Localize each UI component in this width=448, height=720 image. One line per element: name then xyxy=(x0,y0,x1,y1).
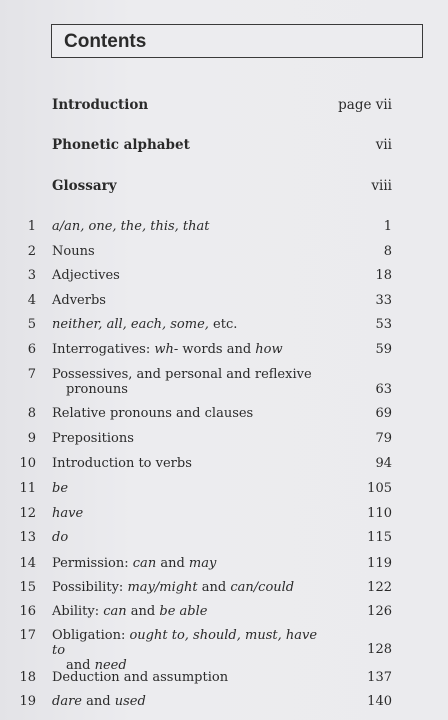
chapter-title xyxy=(52,506,332,521)
front-item-page: viii xyxy=(371,178,392,194)
chapter-title-part: wh- xyxy=(154,342,179,357)
chapter-number: 18 xyxy=(19,670,36,685)
chapter-number: 11 xyxy=(19,481,36,496)
chapter-number: 1 xyxy=(27,219,36,234)
front-item-introduction[interactable] xyxy=(52,97,392,113)
chapter-title-part: be xyxy=(52,481,69,496)
chapter-title-part: etc. xyxy=(208,317,238,332)
chapter-title-continuation: pronouns xyxy=(66,382,128,397)
chapter-title xyxy=(52,604,332,619)
chapter-number: 2 xyxy=(27,244,36,259)
chapter-title-part: Relative pronouns and clauses xyxy=(52,406,254,421)
chapter-title xyxy=(52,244,332,259)
chapter-title xyxy=(52,431,332,446)
chapter-title xyxy=(52,556,332,571)
chapter-title-part: words and xyxy=(178,342,256,357)
chapter-page-number: 115 xyxy=(367,530,392,545)
chapter-title-part: be able xyxy=(159,604,208,619)
chapter-page-number: 8 xyxy=(383,244,392,259)
chapter-number: 8 xyxy=(27,406,36,421)
front-item-label: Introduction xyxy=(52,97,149,113)
chapter-page-number: 122 xyxy=(367,580,392,595)
chapter-title-part: ought to, should, must, have to xyxy=(52,628,318,658)
chapter-title-part: Permission: xyxy=(52,556,133,571)
chapter-title-part: and xyxy=(197,580,231,595)
chapter-title-part: need xyxy=(94,658,127,673)
chapter-title xyxy=(52,406,332,421)
chapter-title-part: do xyxy=(52,530,69,545)
chapter-title-part: neither, all, each, some, xyxy=(52,317,209,332)
chapter-number: 17 xyxy=(19,628,36,643)
chapter-title xyxy=(52,293,332,308)
chapter-title-part: can xyxy=(132,556,157,571)
front-item-phonetic-alphabet[interactable] xyxy=(52,137,392,153)
chapter-title-part: can/could xyxy=(230,580,295,595)
front-item-page: vii xyxy=(375,137,392,153)
chapter-title xyxy=(52,268,332,283)
front-item-page: page vii xyxy=(338,97,392,113)
chapter-title-part: dare xyxy=(52,694,82,709)
chapter-title-part: and xyxy=(66,658,95,673)
chapter-title-part: Ability: xyxy=(52,604,104,619)
page-title: Contents xyxy=(64,31,147,52)
chapter-page-number: 110 xyxy=(367,506,392,521)
chapter-title xyxy=(52,456,332,471)
chapter-page-number: 140 xyxy=(367,694,392,709)
chapter-title xyxy=(52,342,332,357)
chapter-page-number: 128 xyxy=(367,642,392,657)
chapter-title-part: Prepositions xyxy=(52,431,134,446)
front-item-glossary[interactable] xyxy=(52,178,392,194)
chapter-number: 7 xyxy=(27,367,36,382)
chapter-title-part: Nouns xyxy=(52,244,95,259)
chapter-title-part: Possibility: xyxy=(52,580,128,595)
chapter-number: 10 xyxy=(19,456,36,471)
chapter-page-number: 69 xyxy=(375,406,392,421)
chapter-page-number: 59 xyxy=(375,342,392,357)
chapter-title-part: Introduction to verbs xyxy=(52,456,192,471)
chapter-number: 19 xyxy=(19,694,36,709)
front-item-label: Phonetic alphabet xyxy=(52,137,190,153)
chapter-title-part: and xyxy=(156,556,189,571)
chapter-title-part: Adjectives xyxy=(52,268,120,283)
chapter-page-number: 18 xyxy=(375,268,392,283)
chapter-number: 6 xyxy=(27,342,36,357)
chapter-number: 14 xyxy=(19,556,36,571)
chapter-number: 16 xyxy=(19,604,36,619)
chapter-title-part: Obligation: xyxy=(52,628,130,643)
chapter-title xyxy=(52,694,332,709)
chapter-title xyxy=(52,580,332,595)
chapter-page-number: 53 xyxy=(375,317,392,332)
chapter-page-number: 79 xyxy=(375,431,392,446)
chapter-title xyxy=(52,367,332,397)
chapter-title xyxy=(52,628,332,673)
chapter-title-part: how xyxy=(255,342,283,357)
chapter-page-number: 119 xyxy=(367,556,392,571)
chapter-number: 15 xyxy=(19,580,36,595)
chapter-title-part: may xyxy=(188,556,217,571)
chapter-page-number: 33 xyxy=(375,293,392,308)
chapter-title-part: have xyxy=(52,506,84,521)
chapter-title-part: Deduction and assumption xyxy=(52,670,229,685)
chapter-number: 3 xyxy=(27,268,36,283)
front-item-label: Glossary xyxy=(52,178,117,194)
chapter-number: 9 xyxy=(27,431,36,446)
chapter-title-part: used xyxy=(114,694,146,709)
chapter-title xyxy=(52,530,332,545)
chapter-title-part: Possessives, and personal and reflexive xyxy=(52,367,312,382)
chapter-title-part: may/might xyxy=(127,580,198,595)
chapter-title-part: can xyxy=(103,604,127,619)
chapter-title-part: Interrogatives: xyxy=(52,342,155,357)
chapter-number: 13 xyxy=(19,530,36,545)
chapter-title xyxy=(52,670,332,685)
chapter-title-part: and xyxy=(81,694,115,709)
chapter-title-part: and xyxy=(126,604,160,619)
chapter-page-number: 126 xyxy=(367,604,392,619)
chapter-title xyxy=(52,481,332,496)
chapter-page-number: 105 xyxy=(367,481,392,496)
title-box xyxy=(51,24,423,58)
chapter-page-number: 137 xyxy=(367,670,392,685)
chapter-page-number: 1 xyxy=(383,219,392,234)
chapter-number: 5 xyxy=(27,317,36,332)
chapter-number: 12 xyxy=(19,506,36,521)
chapter-title xyxy=(52,317,332,332)
chapter-page-number: 94 xyxy=(375,456,392,471)
chapter-title xyxy=(52,219,332,234)
chapter-page-number: 63 xyxy=(375,382,392,397)
chapter-title-part: a/an, one, the, this, that xyxy=(52,219,210,234)
chapter-title-part: Adverbs xyxy=(52,293,106,308)
chapter-number: 4 xyxy=(27,293,36,308)
